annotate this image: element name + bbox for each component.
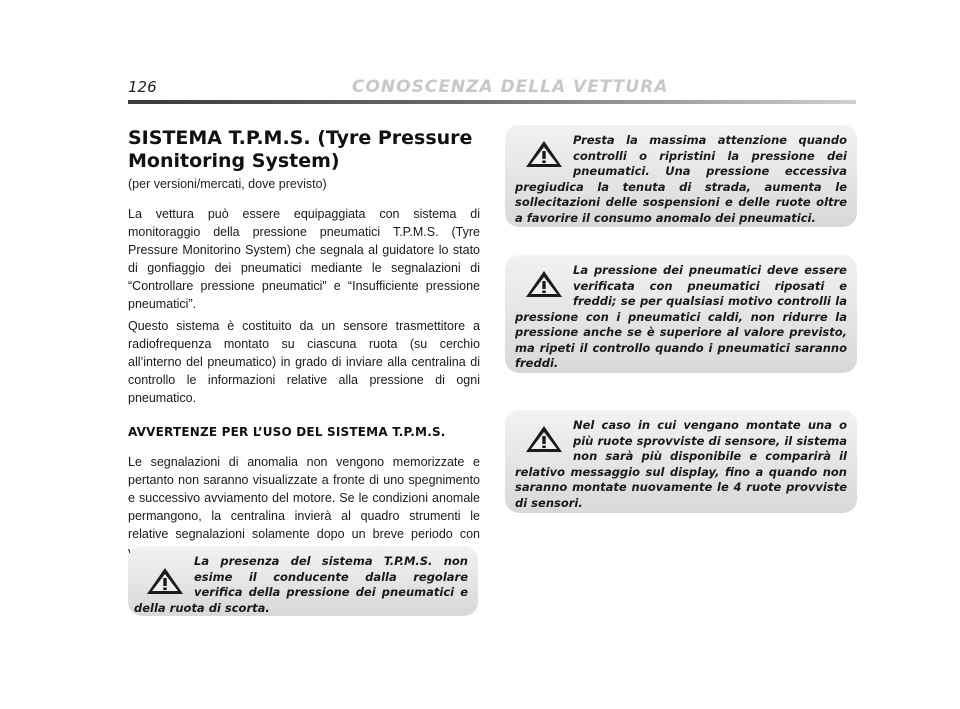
header-rule: [128, 100, 856, 104]
warning-box-right-2: [505, 255, 857, 373]
warning-text-right-3: Nel caso in cui vengano montate una o più ruote sprovviste di sensore, il sistema non sarà più disponibile e comparirà il relativo messaggio sul display, fino a quando non saranno montate nuovamente le 4 ruote provviste di sensori.: [515, 418, 847, 510]
section-subtitle: (per versioni/mercati, dove previsto): [128, 177, 327, 191]
warning-box-right-1: [505, 125, 857, 227]
section-title: SISTEMA T.P.M.S. (Tyre Pressure Monitoring System): [128, 127, 473, 172]
anomaly-paragraph: Le segnalazioni di anomalia non vengono memorizzate e pertanto non saranno visualizzate a fronte di uno spegnimento e successivo avviamento del motore. Se le condizioni anomale permangono, la centralina invierà al quadro strumenti le relative segnalazioni solamente dopo un breve periodo con: [128, 455, 480, 541]
warning-triangle-icon: [523, 139, 565, 169]
system-paragraph: Questo sistema è costituito da un sensore trasmettitore a radiofrequenza montato su ciascuna ruota (su cerchio all’interno del pneumatico) in grado di inviare alla centralina di controllo le informazioni relative alla pressione di ogni pneumatico.: [128, 319, 480, 405]
left-column: [128, 127, 480, 561]
header-title: CONOSCENZA DELLA VETTURA: [352, 77, 669, 97]
warning-triangle-icon: [523, 269, 565, 299]
warning-triangle-icon: [144, 566, 186, 596]
warning-box-right-3: [505, 410, 857, 513]
page-number: 126: [128, 78, 157, 96]
warning-text-right-2: La pressione dei pneumatici deve essere verificata con pneumatici riposati e freddi; se per qualsiasi motivo controlli la pressione con i pneumatici caldi, non ridurre la pressione anche se è superiore al valore previsto, ma ripeti il controllo quando i pneumatici saranno freddi.: [515, 263, 847, 370]
warning-text-left: La presenza del sistema T.P.M.S. non esime il conducente dalla regolare verifica della pressione dei pneumatici e della ruota di scorta.: [134, 554, 468, 615]
warning-box-left: [128, 546, 478, 616]
intro-paragraph: La vettura può essere equipaggiata con sistema di monitoraggio della pressione pneumatici T.P.M.S. (Tyre Pressure Monitorino System) che segnala al guidatore lo stato di gonfiaggio dei pneumatici mediante le segnalazioni di “Controllare pressione pneumatici” e “Insufficiente pressione pneumatici”.: [128, 207, 480, 311]
warning-text-right-1: Presta la massima attenzione quando controlli o ripristini la pressione dei pneumatici. Una pressione eccessiva pregiudica la tenuta di strada, aumenta le sollecitazioni delle sospensioni e delle ruote oltre a favorire il consumo anomalo dei pneumatici.: [515, 133, 847, 225]
usage-warnings-heading: AVVERTENZE PER L’USO DEL SISTEMA T.P.M.S.: [128, 425, 446, 439]
warning-triangle-icon: [523, 424, 565, 454]
